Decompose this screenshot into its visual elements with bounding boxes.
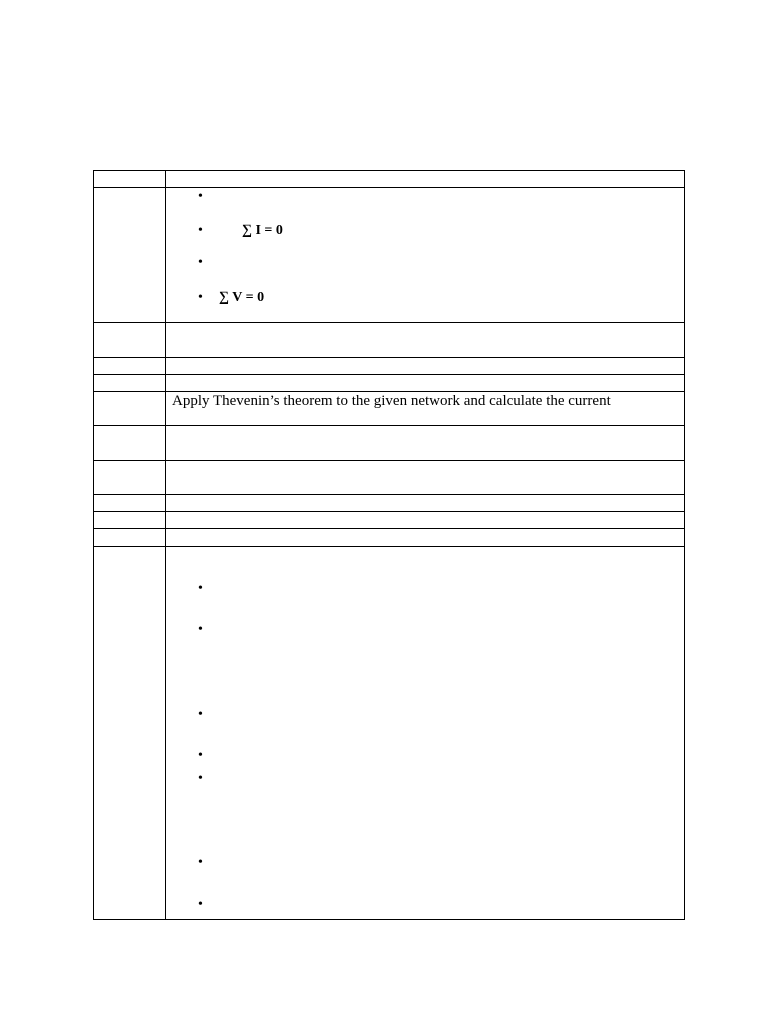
question-text: Apply Thevenin’s theorem to the given network and calculate the current: [172, 393, 611, 409]
table-border-bottom: [93, 919, 685, 920]
bullet-point: •: [198, 622, 203, 637]
row-divider: [93, 511, 685, 512]
bullet-point: •: [198, 255, 203, 270]
column-divider: [165, 170, 166, 920]
bullet-point: •: [198, 897, 203, 912]
bullet-point: •: [198, 290, 203, 305]
row-divider: [93, 528, 685, 529]
row-divider: [93, 494, 685, 495]
row-divider: [93, 322, 685, 323]
row-divider: [93, 546, 685, 547]
bullet-point: •: [198, 771, 203, 786]
bullet-point: •: [198, 223, 203, 238]
kvl-formula: ∑ V = 0: [219, 290, 265, 305]
row-divider: [93, 425, 685, 426]
table-border-right: [684, 170, 685, 920]
row-divider: [93, 187, 685, 188]
row-divider: [93, 357, 685, 358]
bullet-point: •: [198, 707, 203, 722]
table-border-top: [93, 170, 685, 171]
bullet-point: •: [198, 748, 203, 763]
bullet-point: •: [198, 189, 203, 204]
bullet-point: •: [198, 581, 203, 596]
bullet-point: •: [198, 855, 203, 870]
kcl-formula: ∑ I = 0: [242, 223, 283, 238]
row-divider: [93, 374, 685, 375]
row-divider: [93, 460, 685, 461]
table-border-left: [93, 170, 94, 920]
